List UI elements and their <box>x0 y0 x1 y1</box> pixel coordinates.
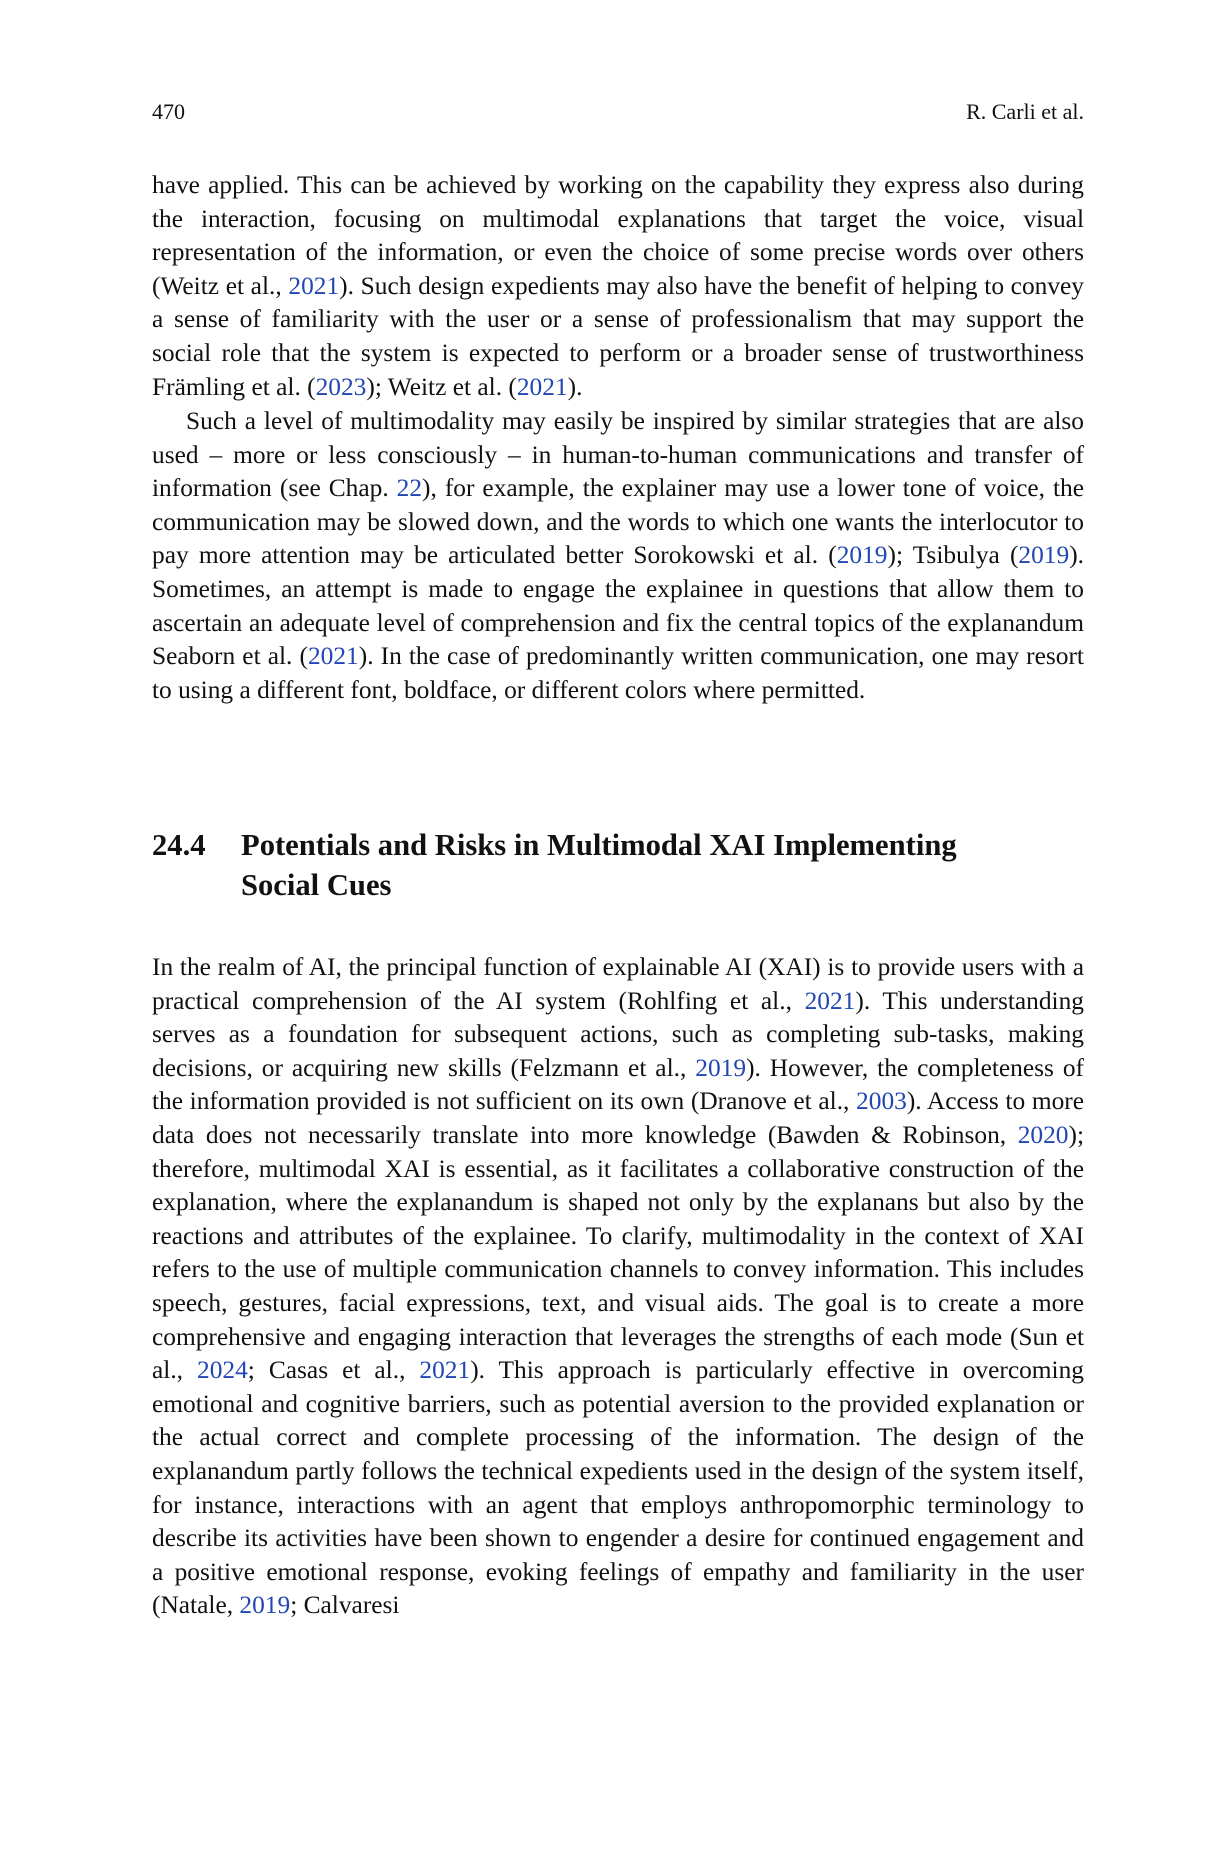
page-number: 470 <box>152 99 185 124</box>
chapter-link[interactable]: 22 <box>396 474 423 503</box>
text-run: ). This approach is particularly effective in overcoming emotional and cognitive barriers, such as potential aversion to the provided explanation or the actual correct and complete processing of the information. The design of the explanandum partly follows the technical expedients used in the design of the system itself, for instance, interactions with an agent that employs anthropomorphic terminology to describe its activities have been shown to engender a desire for continued engagement and a positive emotional response, evoking feelings of empathy and familiarity in the user (Natale, <box>152 1356 1084 1620</box>
text-run: ). Sometimes, an attempt is made to engage the explainee in questions that allow them to ascertain an adequate level of comprehension and fix the central topics of the explanandum Seaborn et al. ( <box>152 541 1084 671</box>
text-run: ); Tsibulya ( <box>887 541 1019 570</box>
citation-link[interactable]: 2023 <box>315 372 367 401</box>
citation-link[interactable]: 2024 <box>197 1356 248 1385</box>
citation-link[interactable]: 2019 <box>1018 541 1070 570</box>
running-header <box>152 98 1084 126</box>
paragraph-3 <box>152 951 1084 1623</box>
text-run: In the realm of AI, the principal function of explainable AI (XAI) is to provide users with a practical comprehension of the AI system (Rohlfing et al., <box>152 953 1084 1015</box>
text-run: ). This understanding serves as a foundation for subsequent actions, such as completing sub-tasks, making decisions, or acquiring new skills (Felzmann et al., <box>152 986 1085 1082</box>
text-run: ). <box>567 372 583 401</box>
citation-link[interactable]: 2021 <box>288 271 340 300</box>
paragraph-2 <box>152 405 1084 707</box>
section-number: 24.4 <box>152 828 206 862</box>
text-run: ). However, the completeness of the information provided is not sufficient on its own (Dranove et al., <box>152 1053 1084 1116</box>
citation-link[interactable]: 2019 <box>836 541 888 570</box>
text-run: ); therefore, multimodal XAI is essential, as it facilitates a collaborative construction of the explanation, where the explanandum is shaped not only by the explanans but also by the reactions and attributes of the explainee. To clarify, multimodality in the context of XAI refers to the use of multiple communication channels to convey information. This includes speech, gestures, facial expressions, text, and visual aids. The goal is to create a more comprehensive and engaging interaction that leverages the strengths of each mode (Sun et al., <box>152 1120 1084 1385</box>
text-run: ); Weitz et al. ( <box>366 372 517 401</box>
text-run: ). In the case of predominantly written communication, one may resort to using a different font, boldface, or different colors where permitted. <box>152 642 1084 704</box>
citation-link[interactable]: 2021 <box>516 372 568 401</box>
text-run: ; Casas et al., <box>247 1356 420 1385</box>
text-run: ; Calvaresi <box>290 1591 400 1620</box>
running-head-authors: R. Carli et al. <box>966 99 1084 124</box>
section-title-line-2: Social Cues <box>241 868 392 902</box>
text-run: ). Access to more data does not necessarily translate into more knowledge (Bawden & Robinson, <box>152 1087 1084 1149</box>
citation-link[interactable]: 2019 <box>695 1053 747 1082</box>
citation-link[interactable]: 2021 <box>419 1356 471 1385</box>
section-title-line-1: Potentials and Risks in Multimodal XAI Implementing <box>241 828 957 862</box>
text-run: ). Such design expedients may also have the benefit of helping to convey a sense of familiarity with the user or a sense of professionalism that may support the social role that the system is expected to perform or a broader sense of trustworthiness Främling et al. ( <box>152 271 1084 401</box>
text-run: ), for example, the explainer may use a lower tone of voice, the communication may be slowed down, and the words to which one wants the interlocutor to pay more attention may be articulated better Sorokowski et al. ( <box>152 474 1084 570</box>
citation-link[interactable]: 2003 <box>856 1087 907 1116</box>
citation-link[interactable]: 2021 <box>804 986 856 1015</box>
citation-link[interactable]: 2021 <box>307 642 359 671</box>
text-run: have applied. This can be achieved by working on the capability they express also during the interaction, focusing on multimodal explanations that target the voice, visual representation of the information, or even the choice of some precise words over others (Weitz et al., <box>152 171 1084 300</box>
text-run: Such a level of multimodality may easily be inspired by similar strategies that are also used – more or less consciously – in human-to-human communications and transfer of information (see Chap. <box>152 407 1084 503</box>
citation-link[interactable]: 2019 <box>239 1591 291 1620</box>
section-title <box>241 825 1101 905</box>
paragraph-1 <box>152 169 1084 404</box>
citation-link[interactable]: 2020 <box>1017 1120 1069 1149</box>
